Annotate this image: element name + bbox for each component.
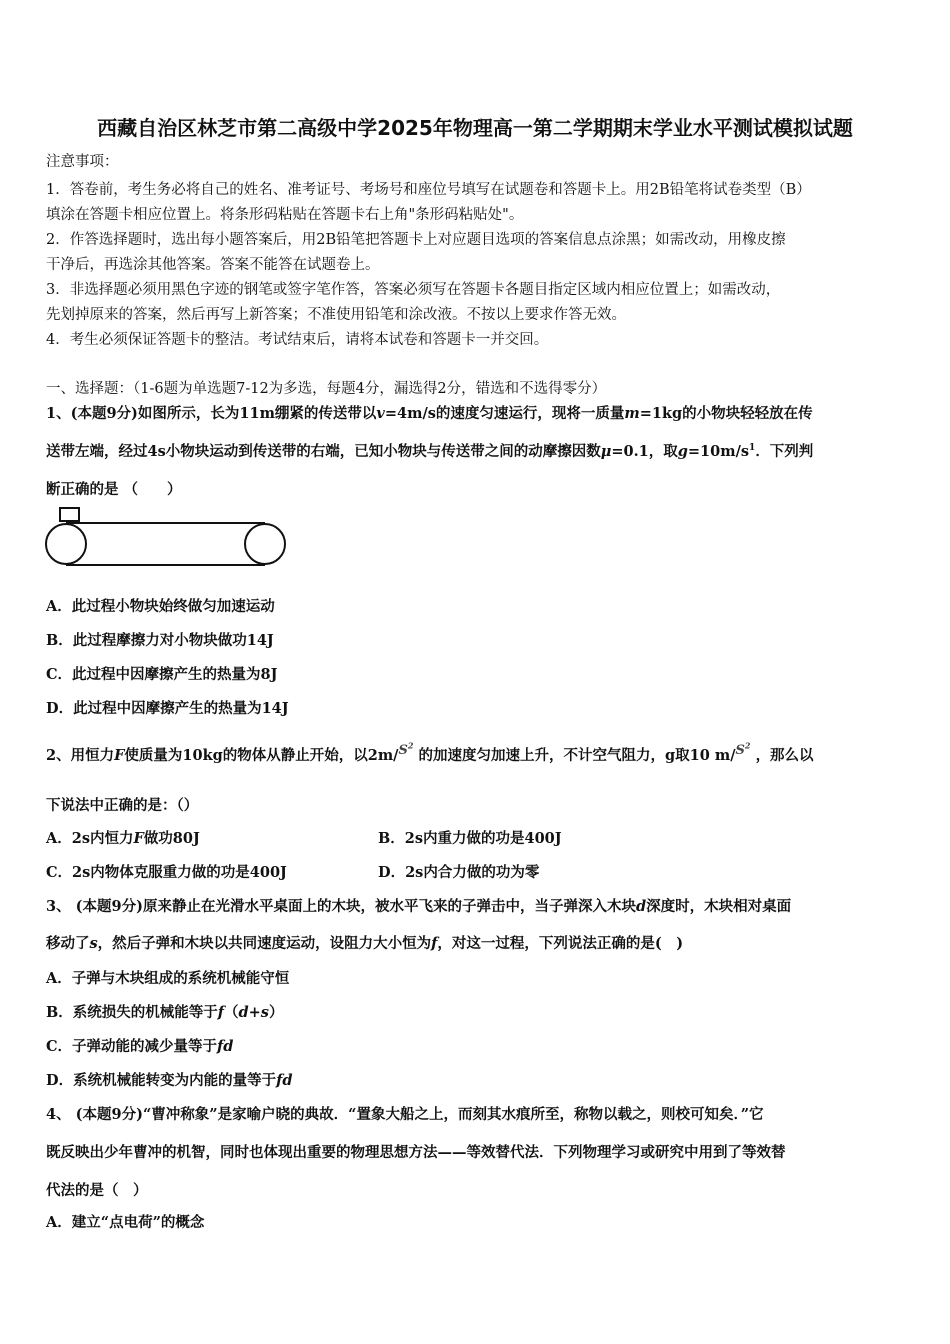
q3-var-fd: fd (276, 1072, 293, 1089)
q3-option-b (46, 1001, 283, 1022)
q3-option-c (46, 1035, 233, 1056)
notice-line: 3．非选择题必须用黑色字迹的钢笔或签字笔作答，答案必须写在答题卡各题目指定区域内相应位置上；如需改动， (46, 282, 781, 298)
notice-line: 2．作答选择题时，选出每小题答案后，用2B铅笔把答题卡上对应题目选项的答案信息点涂黑；如需改动，用橡皮擦 (46, 232, 786, 248)
q2-option-text: A．2s内恒力 (46, 830, 134, 847)
q4-option-a: A．建立“点电荷”的概念 (46, 1214, 205, 1231)
q4-line-1: 4、 (本题9分)“曹冲称象”是家喻户晓的典故．“置象大船之上，而刻其水痕所至，称物以载之，则校可知矣．”它 (46, 1106, 764, 1123)
right-pulley (245, 524, 285, 564)
q3-option-d (46, 1069, 292, 1090)
q3-option-text: ） (268, 1004, 284, 1021)
q3-var-s: s (89, 935, 98, 952)
q3-var-fd: fd (217, 1038, 234, 1055)
q4-line-2: 既反映出少年曹冲的机智，同时也体现出重要的物理思想方法——等效替代法．下列物理学习或研究中用到了等效替 (46, 1144, 786, 1161)
q1-line-2 (46, 440, 813, 461)
q3-text: 移动了 (46, 935, 90, 952)
q2-option-d: D．2s内合力做的功为零 (378, 864, 540, 881)
q2-text: 使质量为10kg的物体从静止开始，以2m/ (124, 747, 399, 764)
q1-exponent: 1 (749, 443, 756, 454)
small-block (60, 508, 79, 521)
unit-s: S (735, 743, 745, 758)
unit-exponent: 2 (744, 740, 751, 751)
q1-text: 送带左端，经过4s小物块运动到传送带的右端，已知小物块与传送带之间的动摩擦因数 (46, 443, 601, 460)
q3-var-f: f (217, 1004, 225, 1021)
q4-line-3: 代法的是（ ） (46, 1182, 148, 1199)
q3-option-text: B．系统损失的机械能等于 (46, 1004, 218, 1021)
unit-exponent: 2 (407, 740, 414, 751)
left-pulley (46, 524, 86, 564)
q2-option-b: B．2s内重力做的功是400J (378, 830, 562, 847)
q3-text: 3、 (本题9分)原来静止在光滑水平桌面上的木块，被水平飞来的子弹击中，当子弹深入木块 (46, 898, 636, 915)
q1-option-a: A．此过程小物块始终做匀加速运动 (46, 598, 275, 615)
unit-s-squared (735, 740, 751, 758)
notice-line: 先划掉原来的答案，然后再写上新答案；不准使用铅笔和涂改液。不按以上要求作答无效。 (46, 307, 626, 323)
q3-var-d: d (635, 898, 647, 915)
q3-text: ，然后子弹和木块以共同速度运动，设阻力大小恒为 (97, 935, 432, 952)
q1-option-b: B．此过程摩擦力对小物块做功14J (46, 632, 274, 649)
notice-line: 填涂在答题卡相应位置上。将条形码粘贴在答题卡右上角"条形码粘贴处"。 (46, 207, 524, 223)
notice-line: 4．考生必须保证答题卡的整洁。考试结束后，请将本试卷和答题卡一并交回。 (46, 332, 549, 348)
q2-option-a (46, 827, 200, 848)
q1-text: =10m/s (687, 443, 750, 460)
q1-text: =0.1，取 (611, 443, 678, 460)
notice-line: 1．答卷前，考生务必将自己的姓名、准考证号、考场号和座位号填写在试题卷和答题卡上。用2B铅笔将试卷类型（B） (46, 182, 811, 198)
q3-option-a: A．子弹与木块组成的系统机械能守恒 (46, 970, 290, 987)
q1-text: 1、(本题9分)如图所示，长为11m绷紧的传送带以 (46, 405, 377, 422)
q3-text: ，对这一过程，下列说法正确的是( ) (437, 935, 684, 952)
q3-line-1 (46, 895, 791, 916)
q1-var-v: v (376, 405, 385, 422)
q2-line-1 (46, 740, 814, 765)
q3-expr-d-plus-s: d+s (238, 1004, 269, 1021)
q1-var-m: m (624, 405, 640, 422)
q1-text: =1kg的小物块轻轻放在传 (639, 405, 813, 422)
q3-text: 深度时，木块相对桌面 (646, 898, 792, 915)
q2-text: 的加速度匀加速上升，不计空气阻力，g取10 m/ (418, 747, 736, 764)
unit-s-squared (398, 740, 414, 758)
q1-line-1 (46, 402, 813, 423)
q1-var-g: g (677, 443, 688, 460)
section-heading: 一、选择题：（1-6题为单选题7-12为多选，每题4分，漏选得2分，错选和不选得零分） (46, 381, 607, 397)
q2-option-c: C．2s内物体克服重力做的功是400J (46, 864, 287, 881)
q3-option-text: （ (224, 1004, 239, 1021)
q2-text: ，那么以 (755, 747, 814, 764)
q1-line-3: 断正确的是 （ ） (46, 481, 182, 498)
notice-heading: 注意事项： (46, 154, 119, 170)
q3-var-f: f (431, 935, 438, 952)
q3-option-text: D．系统机械能转变为内能的量等于 (46, 1072, 277, 1089)
q1-text: =4m/s的速度匀速运行，现将一质量 (384, 405, 625, 422)
q2-option-text: 做功80J (143, 830, 200, 847)
notice-line: 干净后，再选涂其他答案。答案不能答在试题卷上。 (46, 257, 380, 273)
q1-option-d: D．此过程中因摩擦产生的热量为14J (46, 700, 289, 717)
q3-option-text: C．子弹动能的减少量等于 (46, 1038, 218, 1055)
conveyor-belt-figure (40, 500, 292, 574)
q2-line-2: 下说法中正确的是：（） (46, 797, 199, 814)
q3-line-2 (46, 932, 683, 953)
unit-s: S (398, 743, 408, 758)
page-title: 西藏自治区林芝市第二高级中学2025年物理高一第二学期期末学业水平测试模拟试题 (97, 116, 853, 140)
q2-var-F: F (114, 747, 125, 764)
q1-var-mu: μ (600, 443, 612, 460)
q1-option-c: C．此过程中因摩擦产生的热量为8J (46, 666, 278, 683)
q2-var-F: F (133, 830, 144, 847)
q2-text: 2、用恒力 (46, 747, 115, 764)
q1-text: ．下列判 (755, 443, 814, 460)
